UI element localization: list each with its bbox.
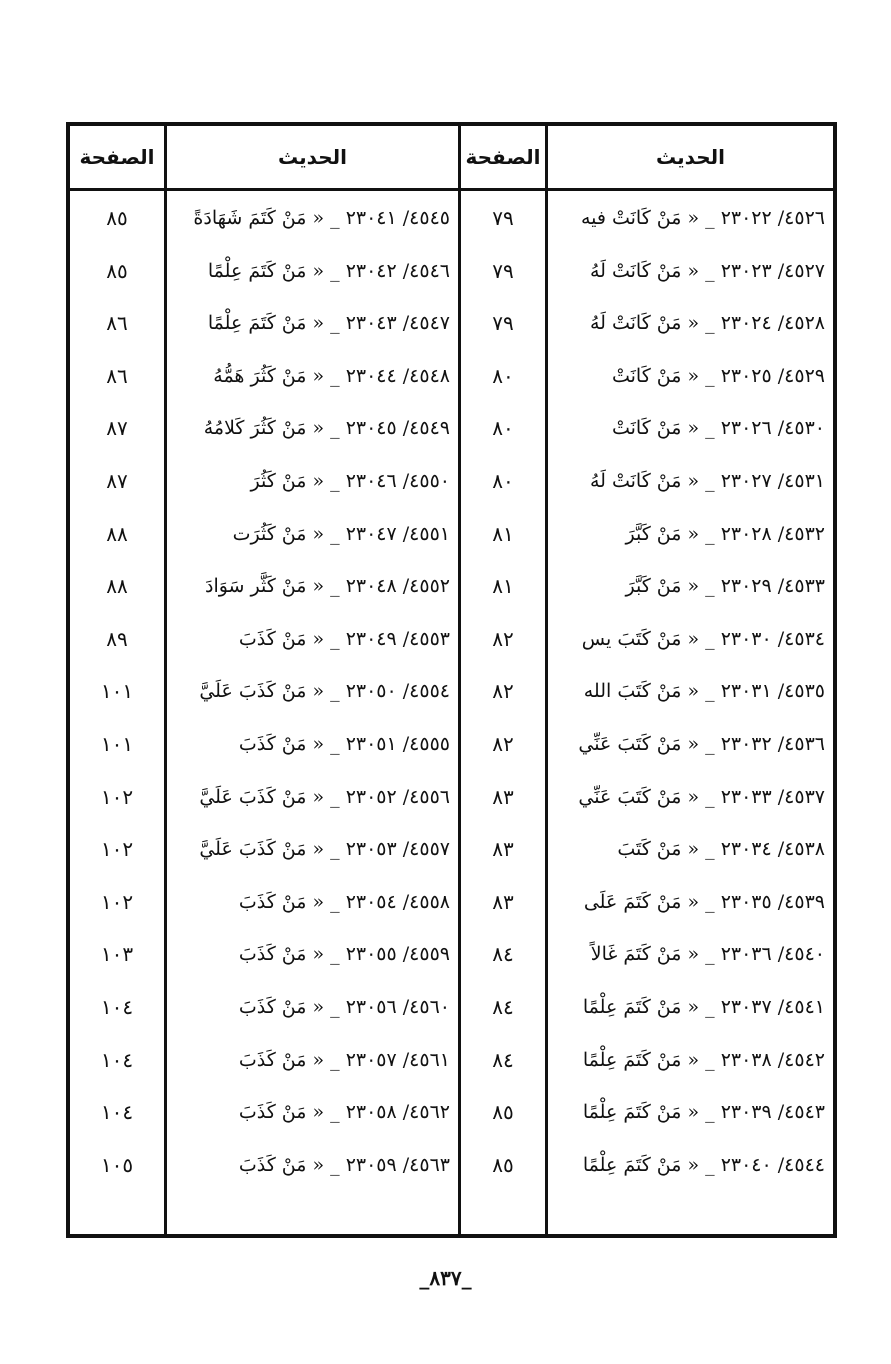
hadith-entry: ٤٥٣٤/ ٢٣٠٣٠ _ « مَنْ كَتَبَ يس xyxy=(581,628,825,650)
hadith-entry: ٤٥٥٤/ ٢٣٠٥٠ _ « مَنْ كَذَبَ عَلَيَّ xyxy=(199,680,450,702)
page-ref: ٨٩ xyxy=(106,627,128,651)
hadith-entry: ٤٥٥٥/ ٢٣٠٥١ _ « مَنْ كَذَبَ xyxy=(238,733,450,755)
page-ref: ١٠٢ xyxy=(100,785,134,809)
page-number: _٨٣٧_ xyxy=(419,1266,472,1290)
page-ref: ١٠١ xyxy=(100,679,134,703)
page-ref: ١٠١ xyxy=(100,732,134,756)
hadith-entry: ٤٥٦١/ ٢٣٠٥٧ _ « مَنْ كَذَبَ xyxy=(238,1049,450,1071)
hadith-entry: ٤٥٥٠/ ٢٣٠٤٦ _ « مَنْ كَثُرَ xyxy=(250,470,450,492)
hadith-entry: ٤٥٢٧/ ٢٣٠٢٣ _ « مَنْ كَانَتْ لَهُ xyxy=(589,260,825,282)
hadith-entry: ٤٥٢٩/ ٢٣٠٢٥ _ « مَنْ كَانَتْ xyxy=(611,365,825,387)
page-ref: ٨٤ xyxy=(492,1048,514,1072)
hadith-entry: ٤٥٣٣/ ٢٣٠٢٩ _ « مَنْ كَبَّرَ xyxy=(625,575,825,597)
page-ref: ٨٢ xyxy=(492,679,514,703)
page-ref: ١٠٢ xyxy=(100,890,134,914)
page-ref: ٨٠ xyxy=(492,416,514,440)
page-ref: ١٠٤ xyxy=(100,1100,134,1124)
hadith-entry: ٤٥٤٠/ ٢٣٠٣٦ _ « مَنْ كَتَمَ غَالاً xyxy=(590,943,825,965)
page-ref: ٨١ xyxy=(492,522,514,546)
page-ref: ١٠٤ xyxy=(100,1048,134,1072)
header-page-left: الصفحة xyxy=(79,145,155,169)
hadith-entry: ٤٥٣٢/ ٢٣٠٢٨ _ « مَنْ كَبَّرَ xyxy=(625,523,825,545)
page-ref: ٨٥ xyxy=(106,259,128,283)
hadith-entry: ٤٥٣٦/ ٢٣٠٣٢ _ « مَنْ كَتَبَ عَنِّي xyxy=(578,733,825,755)
page-ref: ٨٣ xyxy=(492,890,514,914)
page-ref: ٨٨ xyxy=(106,574,128,598)
page-ref: ٨٤ xyxy=(492,995,514,1019)
page-ref: ٨٠ xyxy=(492,364,514,388)
page-ref: ٨٣ xyxy=(492,837,514,861)
page-ref: ١٠٥ xyxy=(100,1153,134,1177)
index-table xyxy=(66,122,837,1238)
page-ref: ٧٩ xyxy=(492,259,514,283)
hadith-entry: ٤٥٤٣/ ٢٣٠٣٩ _ « مَنْ كَتَمَ عِلْمًا xyxy=(582,1101,825,1123)
hadith-entry: ٤٥٣٥/ ٢٣٠٣١ _ « مَنْ كَتَبَ الله xyxy=(583,680,825,702)
hadith-entry: ٤٥٥٢/ ٢٣٠٤٨ _ « مَنْ كَثَّر سَوَادَ xyxy=(204,575,450,597)
page-ref: ١٠٢ xyxy=(100,837,134,861)
page-ref: ٨٥ xyxy=(492,1100,514,1124)
hadith-entry: ٤٥٥٣/ ٢٣٠٤٩ _ « مَنْ كَذَبَ xyxy=(238,628,450,650)
page-ref: ١٠٣ xyxy=(100,942,134,966)
hadith-entry: ٤٥٤٩/ ٢٣٠٤٥ _ « مَنْ كَثُرَ كَلامُهُ xyxy=(203,417,450,439)
hadith-entry: ٤٥٣٨/ ٢٣٠٣٤ _ « مَنْ كَتَبَ xyxy=(617,838,825,860)
page-ref: ١٠٤ xyxy=(100,995,134,1019)
hadith-entry: ٤٥٢٨/ ٢٣٠٢٤ _ « مَنْ كَانَتْ لَهُ xyxy=(589,312,825,334)
page-ref: ٨٧ xyxy=(106,469,128,493)
hadith-entry: ٤٥٤٧/ ٢٣٠٤٣ _ « مَنْ كَتَمَ عِلْمًا xyxy=(207,312,450,334)
hadith-entry: ٤٥٥٩/ ٢٣٠٥٥ _ « مَنْ كَذَبَ xyxy=(238,943,450,965)
page-ref: ٨٥ xyxy=(492,1153,514,1177)
hadith-entry: ٤٥٥٧/ ٢٣٠٥٣ _ « مَنْ كَذَبَ عَلَيَّ xyxy=(199,838,450,860)
hadith-entry: ٤٥٤٨/ ٢٣٠٤٤ _ « مَنْ كَثُرَ هَمُّهُ xyxy=(213,365,450,387)
hadith-entry: ٤٥٣١/ ٢٣٠٢٧ _ « مَنْ كَانَتْ لَهُ xyxy=(589,470,825,492)
hadith-entry: ٤٥٤٦/ ٢٣٠٤٢ _ « مَنْ كَتَمَ عِلْمًا xyxy=(207,260,450,282)
page-ref: ٨٤ xyxy=(492,942,514,966)
hadith-entry: ٤٥٢٦/ ٢٣٠٢٢ _ « مَنْ كَانَتْ فيه xyxy=(580,207,825,229)
header-divider xyxy=(70,188,833,191)
hadith-entry: ٤٥٤٥/ ٢٣٠٤١ _ « مَنْ كَتَمَ شَهَادَةً xyxy=(193,207,450,229)
hadith-entry: ٤٥٦٢/ ٢٣٠٥٨ _ « مَنْ كَذَبَ xyxy=(238,1101,450,1123)
page-ref: ٨٢ xyxy=(492,732,514,756)
page-ref: ٨٦ xyxy=(106,364,128,388)
page-ref: ٨٣ xyxy=(492,785,514,809)
page-ref: ٨٥ xyxy=(106,206,128,230)
page-ref: ٨٧ xyxy=(106,416,128,440)
header-hadith-right: الحديث xyxy=(656,145,726,169)
hadith-entry: ٤٥٣٧/ ٢٣٠٣٣ _ « مَنْ كَتَبَ عَنِّي xyxy=(578,786,825,808)
page-ref: ٨٨ xyxy=(106,522,128,546)
page-ref: ٨١ xyxy=(492,574,514,598)
page-ref: ٨٠ xyxy=(492,469,514,493)
page-ref: ٧٩ xyxy=(492,311,514,335)
hadith-entry: ٤٥٤١/ ٢٣٠٣٧ _ « مَنْ كَتَمَ عِلْمًا xyxy=(582,996,825,1018)
hadith-entry: ٤٥٦٣/ ٢٣٠٥٩ _ « مَنْ كَذَبَ xyxy=(238,1154,450,1176)
hadith-entry: ٤٥٥٨/ ٢٣٠٥٤ _ « مَنْ كَذَبَ xyxy=(238,891,450,913)
hadith-entry: ٤٥٣٩/ ٢٣٠٣٥ _ « مَنْ كَتَمَ عَلَى xyxy=(583,891,825,913)
hadith-entry: ٤٥٦٠/ ٢٣٠٥٦ _ « مَنْ كَذَبَ xyxy=(238,996,450,1018)
hadith-entry: ٤٥٤٤/ ٢٣٠٤٠ _ « مَنْ كَتَمَ عِلْمًا xyxy=(582,1154,825,1176)
header-hadith-left: الحديث xyxy=(278,145,348,169)
hadith-entry: ٤٥٣٠/ ٢٣٠٢٦ _ « مَنْ كَانَتْ xyxy=(611,417,825,439)
page-ref: ٧٩ xyxy=(492,206,514,230)
hadith-entry: ٤٥٥١/ ٢٣٠٤٧ _ « مَنْ كَثُرَت xyxy=(232,523,450,545)
hadith-entry: ٤٥٥٦/ ٢٣٠٥٢ _ « مَنْ كَذَبَ عَلَيَّ xyxy=(199,786,450,808)
hadith-entry: ٤٥٤٢/ ٢٣٠٣٨ _ « مَنْ كَتَمَ عِلْمًا xyxy=(582,1049,825,1071)
page-ref: ٨٦ xyxy=(106,311,128,335)
header-page-right: الصفحة xyxy=(465,145,541,169)
page-ref: ٨٢ xyxy=(492,627,514,651)
